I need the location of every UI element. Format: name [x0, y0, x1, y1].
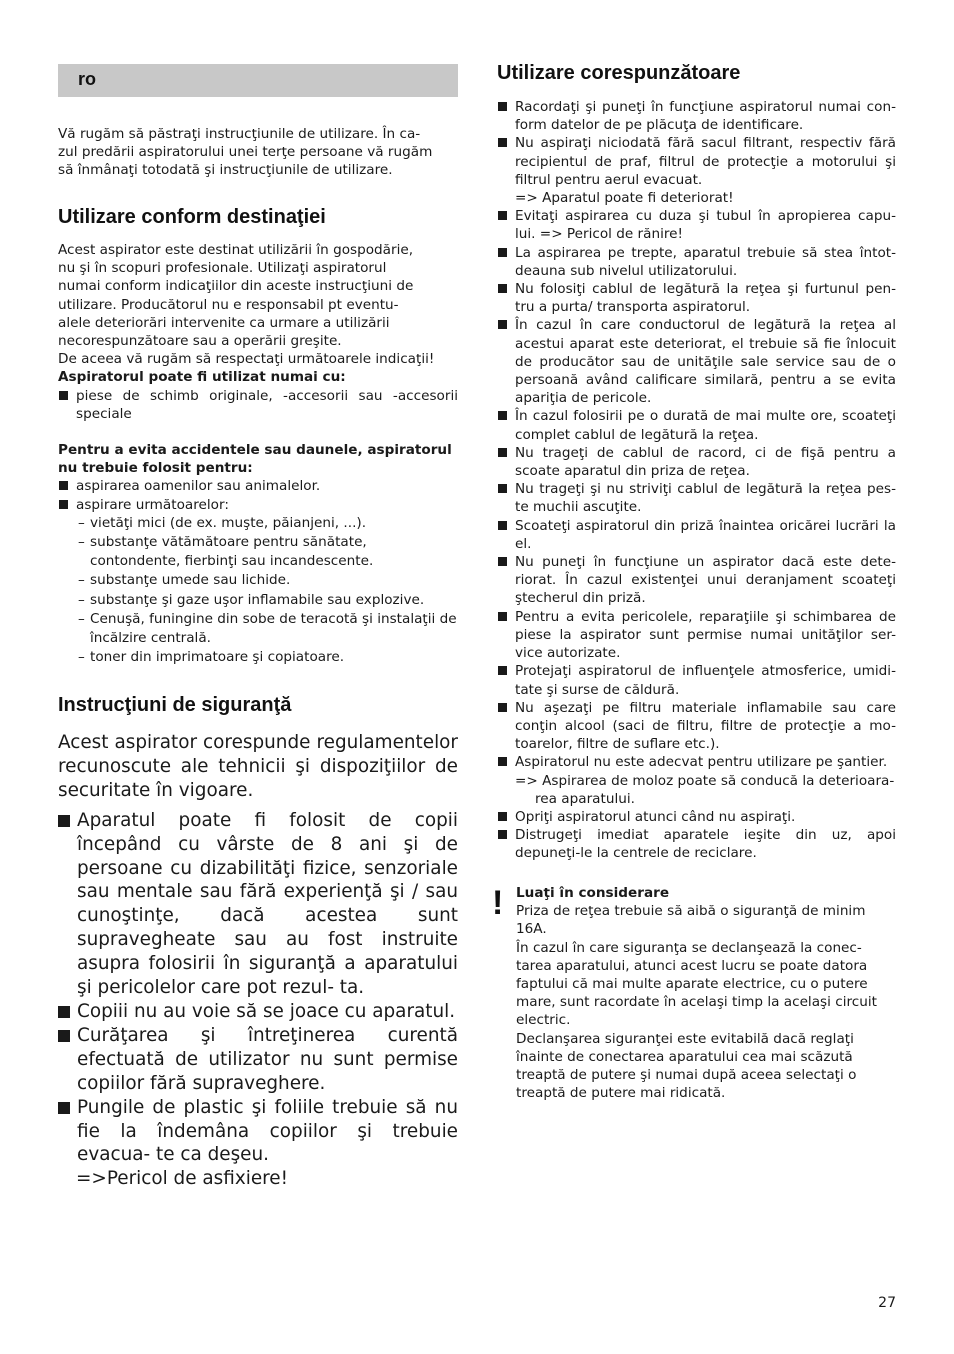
body-line: De aceea vă rugăm să respectaţi următoarele indicaţii! — [58, 351, 435, 368]
list-item: Opriţi aspiratorul atunci când nu aspiraţi. — [497, 808, 896, 826]
list-item: aspirare următoarelor: — [58, 496, 458, 514]
section-title-safety: Instrucţiuni de siguranţă — [58, 694, 292, 716]
list-item: Distrugeţi imediat aparatele ieşite din uz, apoi depuneţi-le la centrele de reciclare. — [497, 826, 896, 862]
list-item: Copiii nu au voie să se joace cu aparatul. — [58, 1000, 458, 1024]
list-item: Aspiratorul nu este adecvat pentru utilizare pe şantier. — [497, 753, 896, 771]
dash-marker: – — [78, 534, 85, 551]
sub-list-item — [58, 648, 458, 667]
list-item-note: => Aspirarea de moloz poate să conducă la deterioara- rea aparatului. — [515, 772, 895, 807]
safety-block — [58, 731, 458, 1191]
language-tag: ro — [58, 64, 458, 97]
body-line: utilizare. Producătorul nu e responsabil pt eventu- — [58, 296, 399, 313]
sub-list-item — [58, 533, 458, 571]
list-item: În cazul folosirii pe o durată de mai multe ore, scoateţi complet cablul de legătură la reţea. — [497, 407, 896, 443]
list-item: Racordaţi şi puneţi în funcţiune aspiratorul numai con- form datelor de pe plăcuţa de identificare. — [497, 98, 896, 134]
list-item: Nu aşezaţi pe filtru materiale inflamabile sau care conţin alcool (saci de filtru, filtre de protecţie a mo- toarelor, filtre de suflare etc.). — [497, 699, 896, 754]
sub-item-text: vietăţi mici (de ex. muşte, păianjeni, ...). — [90, 514, 367, 531]
notice-text: Declanşarea siguranţei este evitabilă dacă reglaţi înainte de conectarea aparatului cea mai scăzută treaptă de putere şi numai după aceea selectaţi o treaptă de putere mai ridicată. — [516, 1030, 857, 1102]
safety-intro: Acest aspirator corespunde regulamentelor recunoscute ale tehnicii şi dispoziţiilor de securitate în vigoare. — [58, 732, 458, 801]
proper-use-list — [497, 98, 896, 863]
list-item: Scoateţi aspiratorul din priză înaintea oricărei lucrări la el. — [497, 517, 896, 553]
intro-line: să înmânaţi totodată şi instrucţiunile de utilizare. — [58, 162, 393, 179]
notice-title: Luaţi în considerare — [516, 885, 670, 901]
sub-item-text: Cenuşă, funingine din sobe de teracotă şi instalaţii de încălzire centrală. — [90, 610, 457, 647]
dash-marker: – — [78, 591, 85, 608]
list-item: Nu trageţi de cablul de racord, ci de fişă pentru a scoate aparatul din priza de reţea. — [497, 444, 896, 480]
intro-line: zul predării aspiratorului unei terţe persoane vă rugăm — [58, 144, 433, 161]
body-line: alele deteriorări intervenite ca urmare a utilizării — [58, 314, 390, 331]
allowed-heading: Aspiratorul poate fi utilizat numai cu: — [58, 369, 346, 386]
safety-list — [58, 809, 458, 1168]
list-item: Nu puneţi în funcţiune un aspirator dacă este dete- riorat. În cazul existenţei unui deranjament scoateţi ştecherul din priză. — [497, 553, 896, 608]
body-line: nu şi în scopuri profesionale. Utilizaţi aspiratorul — [58, 260, 387, 277]
suffocation-warning: =>Pericol de asfixiere! — [76, 1168, 288, 1190]
sub-list-item — [58, 610, 458, 648]
intended-use-body — [58, 241, 458, 423]
notice-block — [497, 884, 896, 1102]
list-item: Evitaţi aspirarea cu duza şi tubul în apropierea capu- lui. => Pericol de rănire! — [497, 207, 896, 243]
list-item: La aspirarea pe trepte, aparatul trebuie să stea întot- deauna sub nivelul utilizatorului. — [497, 244, 896, 280]
dash-marker: – — [78, 610, 85, 627]
sub-list-item — [58, 514, 458, 533]
list-item: Nu aspiraţi niciodată fără sacul filtrant, respectiv fără recipientul de praf, filtrul de protecţie a motorului şi filtrul pentru aerul evacuat. — [497, 134, 896, 189]
body-line: numai conform indicaţiilor din aceste instrucţiuni de — [58, 278, 414, 295]
list-item: Nu folosiţi cablul de legătură la reţea şi furtunul pen- tru a purta/ transporta aspiratorul. — [497, 280, 896, 316]
forbidden-block — [58, 441, 458, 667]
dash-marker: – — [78, 572, 85, 589]
section-title-intended-use: Utilizare conform destinaţiei — [58, 206, 326, 228]
page-number: 27 — [878, 1295, 896, 1311]
list-item-note: => Aparatul poate fi deteriorat! — [515, 190, 734, 207]
section-title-proper-use: Utilizare corespunzătoare — [497, 62, 741, 84]
body-line: Acest aspirator este destinat utilizării în gospodărie, — [58, 242, 414, 258]
sub-list-item — [58, 571, 458, 590]
list-item: Curăţarea şi întreţinerea curentă efectuată de utilizator nu sunt permise copiilor fără supraveghere. — [58, 1024, 458, 1096]
sub-item-text: toner din imprimatoare şi copiatoare. — [90, 649, 345, 666]
exclamation-icon: ! — [492, 884, 504, 922]
list-item: În cazul în care conductorul de legătură la reţea al acestui aparat este deteriorat, el trebuie să fie înlocuit de producător sau de unităţile sale service sau de o persoană având calificare similară, pentru a se evita apariţia de pericole. — [497, 316, 896, 407]
list-item: Pungile de plastic şi foliile trebuie să nu fie la îndemâna copiilor şi trebuie evacua- te ca deşeu. — [58, 1096, 458, 1168]
sub-item-text: substanţe şi gaze uşor inflamabile sau explozive. — [90, 591, 425, 608]
intro-line: Vă rugăm să păstraţi instrucţiunile de utilizare. În ca- — [58, 126, 421, 142]
forbidden-list — [58, 477, 458, 513]
list-item: aspirarea oamenilor sau animalelor. — [58, 477, 458, 495]
notice-text: În cazul în care siguranţa se declanşează la conec- tarea aparatului, atunci acest lucru se poate datora faptului că mai multe aparate electrice, cu o putere mare, sunt racordate în acelaşi timp la acelaşi circuit electric. — [516, 939, 877, 1029]
list-item: Pentru a evita pericolele, reparaţiile şi schimbarea de piese la aspirator sunt permise numai unităţilor ser- vice autorizate. — [497, 608, 896, 663]
list-item: Nu trageţi şi nu striviţi cablul de legătură la reţea pes- te muchii ascuţite. — [497, 480, 896, 516]
forbidden-heading: Pentru a evita accidentele sau daunele, aspiratorul nu trebuie folosit pentru: — [58, 442, 452, 477]
sub-list-item — [58, 591, 458, 610]
dash-marker: – — [78, 649, 85, 666]
forbidden-sublist — [58, 514, 458, 668]
dash-marker: – — [78, 514, 85, 531]
allowed-list — [58, 387, 458, 423]
list-item: Aparatul poate fi folosit de copii începând cu vârste de 8 ani şi de persoane cu dizabilităţi fizice, senzoriale sau mentale sau fără experienţă şi / sau cunoştinţe, dacă acestea sunt supravegheate sau au fost instruite asupra folosirii în siguranţă a aparatului şi pericolelor care pot rezul- ta. — [58, 809, 458, 1000]
list-item: Protejaţi aspiratorul de influenţele atmosferice, umidi- tate şi surse de căldură. — [497, 662, 896, 698]
notice-text: Priza de reţea trebuie să aibă o siguranţă de minim 16A. — [516, 903, 866, 938]
list-item: piese de schimb originale, -accesorii sau -accesorii speciale — [58, 387, 458, 423]
sub-item-text: substanţe umede sau lichide. — [90, 572, 291, 589]
intro-paragraph — [58, 125, 458, 180]
sub-item-text: substanţe vătămătoare pentru sănătate, contondente, fierbinţi sau incandescente. — [90, 534, 374, 570]
body-line: necorespunzătoare sau a operării greşite. — [58, 333, 342, 350]
